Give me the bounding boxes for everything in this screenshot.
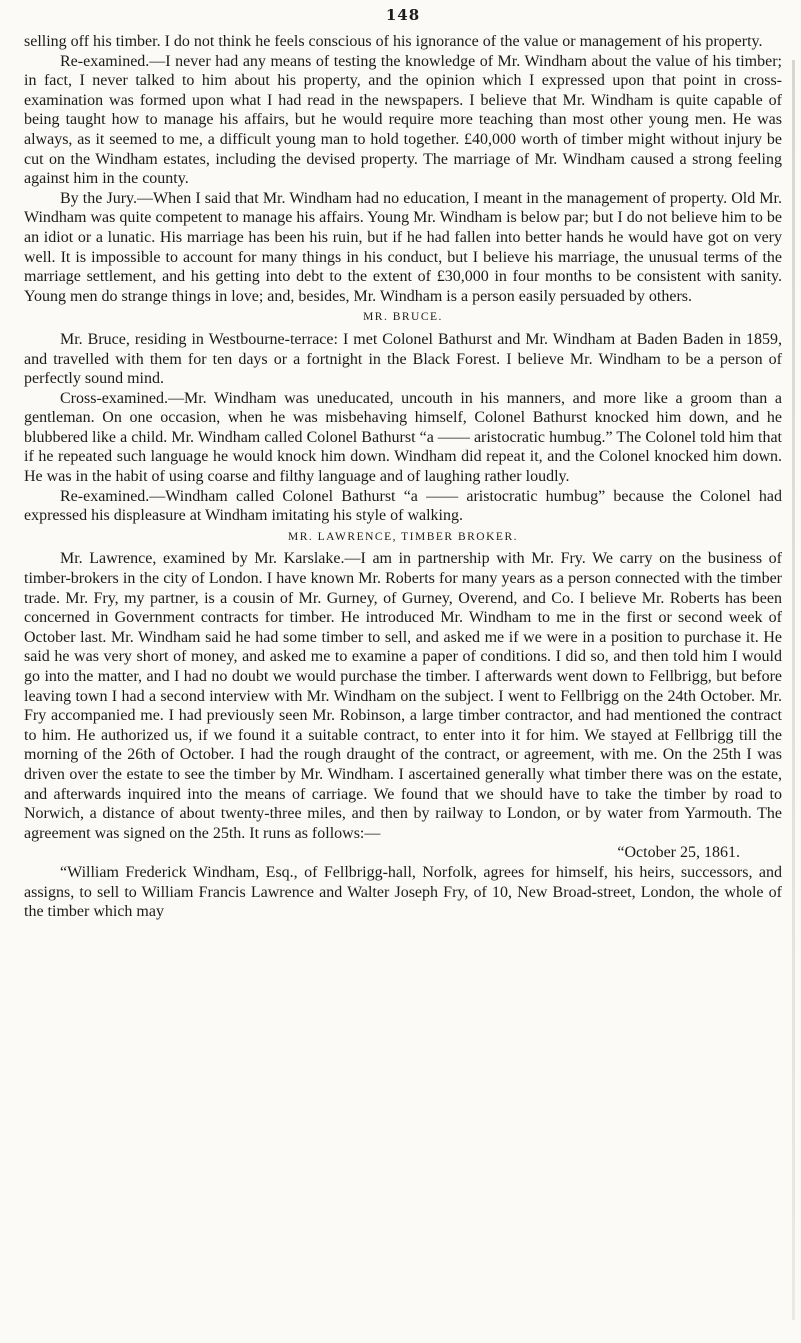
text-column [24,32,782,922]
paragraph-cross-examined: Cross-examined.—Mr. Windham was uneducated, uncouth in his manners, and more like a groom than a gentleman. On one occasion, when he was misbehaving himself, Colonel Bathurst knocked him down, and he blubbered like a child. Mr. Windham called Colonel Bathurst “a —— aristocratic humbug.” The Colonel told him that if he repeated such language he would knock him down. Windham did repeat it, and the Colonel knocked him down. He was in the habit of using coarse and filthy language and of laughing rather loudly. [24,389,782,486]
paragraph-bruce-re-examined: Re-examined.—Windham called Colonel Bathurst “a —— aristocratic humbug” because the Colonel had expressed his displeasure at Windham imitating his style of walking. [24,487,782,525]
paragraph-re-examined: Re-examined.—I never had any means of testing the knowledge of Mr. Windham about the value of his timber; in fact, I never talked to him about his property, and the opinion which I expressed upon that point in cross-examination was formed upon what I had read in the newspapers. I believe that Mr. Windham is quite capable of being taught how to manage his affairs, but he would require more teaching than most other young men. He was always, as it seemed to me, a difficult young man to hold together. £40,000 worth of timber might without injury be cut on the Windham estates, including the devised property. The marriage of Mr. Windham caused a strong feeling against him in the county. [24,52,782,188]
page-edge-shadow [792,60,795,1320]
section-heading-mr-lawrence: MR. LAWRENCE, TIMBER BROKER. [288,530,518,543]
agreement-date-line: “October 25, 1861. [617,844,740,862]
paragraph-by-the-jury: By the Jury.—When I said that Mr. Windham had no education, I meant in the management of property. Old Mr. Windham was quite competent to manage his affairs. Young Mr. Windham is below par; but I do not believe him to be an idiot or a lunatic. His marriage has been his ruin, but if he had fallen into better hands he would have got on very well. It is impossible to account for many things in his conduct, but I believe his marriage, the unusual terms of the marriage settlement, and his getting into debt to the extent of £30,000 in four months to be consistent with sanity. Young men do strange things in love; and, besides, Mr. Windham is a person easily persuaded by others. [24,189,782,305]
paragraph-lawrence-testimony: Mr. Lawrence, examined by Mr. Karslake.—I am in partnership with Mr. Fry. We carry on the business of timber-brokers in the city of London. I have known Mr. Roberts for many years as a person connected with the timber trade. Mr. Fry, my partner, is a cousin of Mr. Gurney, of Gurney, Overend, and Co. I believe Mr. Roberts has been concerned in Government contracts for timber. He introduced Mr. Windham to me in the first or second week of October last. Mr. Windham said he had some timber to sell, and asked me if we were in a position to purchase it. He said he was very short of money, and asked me to examine a paper of conditions. I did so, and then told him I would go into the matter, and I had no doubt we would purchase the timber. I afterwards went down to Fellbrigg, but before leaving town I had a second interview with Mr. Windham on the subject. I went to Fellbrigg on the 24th October. Mr. Fry accompanied me. I had previously seen Mr. Robinson, a large timber contractor, and had mentioned the contract to him. He authorized us, if we found it a suitable contract, to enter into it for him. We stayed at Fellbrigg till the morning of the 26th of October. I had the rough draught of the contract, or agreement, with me. On the 25th I was driven over the estate to see the timber by Mr. Windham. I ascertained generally what timber there was on the estate, and afterwards inquired into the means of carriage. We found that we should have to take the timber by road to Norwich, a distance of about twenty-three miles, and then by railway to London, or by water from Yarmouth. The agreement was signed on the 25th. It runs as follows:— [24,550,782,842]
page-number: 148 [385,6,421,24]
document-page [24,0,782,1343]
paragraph-continuation: selling off his timber. I do not think he feels conscious of his ignorance of the value or management of his property. [24,33,763,50]
paragraph-bruce-testimony: Mr. Bruce, residing in Westbourne-terrace: I met Colonel Bathurst and Mr. Windham at Baden Baden in 1859, and travelled with them for ten days or a fortnight in the Black Forest. I believe Mr. Windham to be a person of perfectly sound mind. [24,330,782,388]
paragraph-agreement-text: “William Frederick Windham, Esq., of Fellbrigg-hall, Norfolk, agrees for himself, his heirs, successors, and assigns, to sell to William Francis Lawrence and Walter Joseph Fry, of 10, New Broad-street, London, the whole of the timber which may [24,863,782,921]
section-heading-mr-bruce: MR. BRUCE. [363,311,443,324]
